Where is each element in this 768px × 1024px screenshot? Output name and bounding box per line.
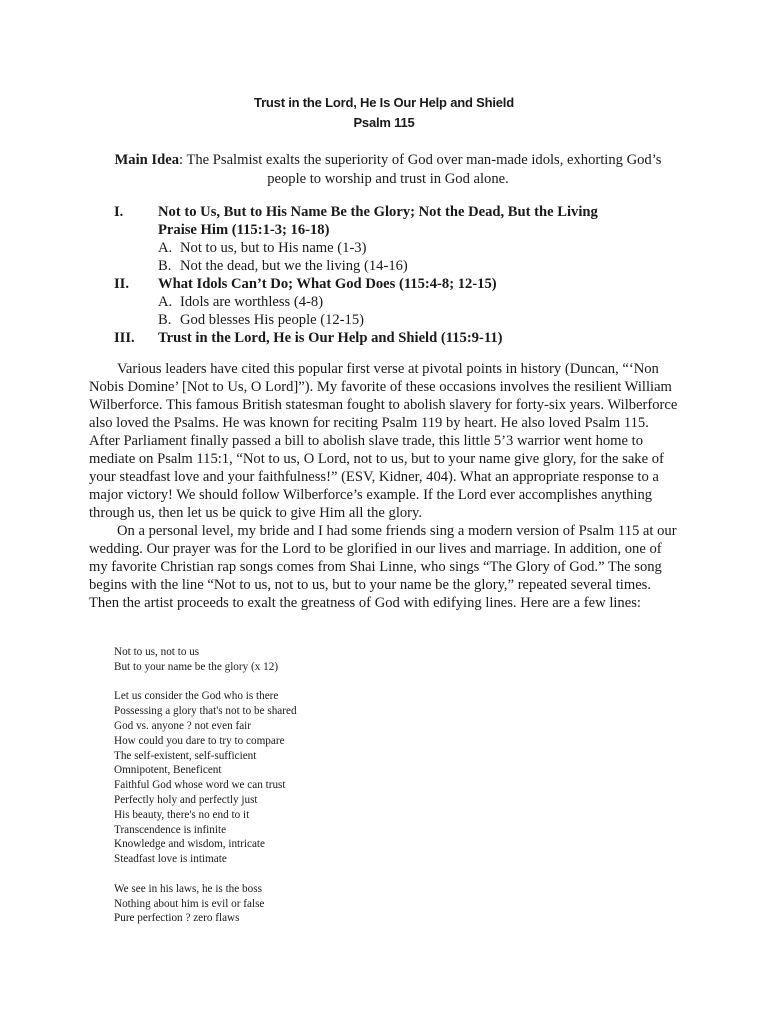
outline-number: I.: [114, 204, 124, 220]
outline-point-2: [0, 275, 768, 293]
outline-heading: What Idols Can’t Do; What God Does (115:4-8; 12-15): [158, 276, 497, 292]
lyric-line: His beauty, there's no end to it: [114, 808, 250, 821]
outline-number: II.: [114, 276, 130, 292]
body-text: [89, 360, 679, 612]
main-idea-label: Main Idea: [114, 152, 179, 168]
subpoint-text: God blesses His people (12-15): [180, 312, 365, 328]
lyric-line: Faithful God whose word we can trust: [114, 779, 286, 792]
lyric-line: Omnipotent, Beneficent: [114, 764, 222, 777]
outline-heading: Not to Us, But to His Name Be the Glory; Not the Dead, But the Living: [158, 204, 598, 220]
subpoint-letter: B.: [158, 258, 172, 274]
lyric-line: We see in his laws, he is the boss: [114, 882, 262, 895]
paragraph: On a personal level, my bride and I had some friends sing a modern version of Psalm 115 at our wedding. Our prayer was for the Lord to be glorified in our lives and marriage. In addition, one of my favorite Christian rap songs comes from Shai Linne, who sings “The Glory of God.” The song begins with the line “Not to us, not to us, but to your name be the glory,” repeated several times. Then the artist proceeds to exalt the greatness of God with edifying lines. Here are a few lines:: [89, 523, 677, 611]
subpoint-text: Not the dead, but we the living (14-16): [180, 258, 408, 274]
lyric-line: Not to us, not to us: [114, 646, 200, 658]
outline-point-1: [0, 203, 768, 221]
main-idea-text: : The Psalmist exalts the superiority of God over man-made idols, exhorting God’s people to worship and trust in God alone.: [179, 152, 662, 187]
outline-heading-continued: [0, 221, 768, 239]
outline-point-3: [0, 329, 768, 347]
document-title: Trust in the Lord, He Is Our Help and Shield: [254, 95, 514, 110]
outline-subpoint: [0, 311, 768, 329]
lyrics-stanza: [114, 689, 297, 867]
subpoint-letter: A.: [158, 294, 173, 310]
subpoint-text: Idols are worthless (4-8): [180, 294, 324, 310]
lyric-line: How could you dare to try to compare: [114, 734, 285, 747]
lyric-line: Knowledge and wisdom, intricate: [114, 838, 265, 851]
subpoint-letter: A.: [158, 240, 173, 256]
lyric-line: The self-existent, self-sufficient: [114, 749, 257, 762]
lyric-line: Possessing a glory that's not to be shared: [114, 705, 297, 718]
lyric-line: God vs. anyone ? not even fair: [114, 719, 252, 732]
outline-subpoint: [0, 257, 768, 275]
outline-heading: Trust in the Lord, He is Our Help and Shield (115:9-11): [158, 330, 503, 346]
lyric-line: Let us consider the God who is there: [114, 690, 279, 703]
lyrics-stanza: [114, 645, 297, 675]
outline-number: III.: [114, 330, 135, 346]
subpoint-text: Not to us, but to His name (1-3): [180, 240, 367, 256]
sermon-outline: [0, 203, 768, 347]
main-idea: [96, 151, 680, 189]
paragraph: Various leaders have cited this popular first verse at pivotal points in history (Duncan, “‘Non Nobis Domine’ [Not to Us, O Lord]”). My favorite of these occasions involves the resilient William Wilberforce. This famous British statesman fought to abolish slavery for forty-six years. Wilberforce also loved the Psalms. He was known for reciting Psalm 119 by heart. He also loved Psalm 115. After Parliament finally passed a bill to abolish slave trade, this little 5’3 warrior went home to mediate on Psalm 115:1, “Not to us, O Lord, not to us, but to your name give glory, for the sake of your steadfast love and your faithfulness!” (ESV, Kidner, 404). What an appropriate response to a major victory! We should follow Wilberforce’s example. If the Lord ever accomplishes anything through us, then let us be quick to give Him all the glory.: [89, 361, 678, 521]
lyric-line: Steadfast love is intimate: [114, 853, 227, 866]
song-lyrics: [114, 645, 297, 941]
lyric-line: Transcendence is infinite: [114, 823, 227, 836]
document-subtitle: Psalm 115: [353, 115, 415, 130]
outline-heading: Praise Him (115:1-3; 16-18): [158, 222, 330, 238]
lyric-line: Nothing about him is evil or false: [114, 897, 265, 910]
lyric-line: Pure perfection ? zero flaws: [114, 912, 240, 925]
lyrics-stanza: [114, 882, 297, 926]
lyric-line: Perfectly holy and perfectly just: [114, 793, 258, 806]
outline-subpoint: [0, 239, 768, 257]
lyric-line: But to your name be the glory (x 12): [114, 660, 279, 673]
outline-subpoint: [0, 293, 768, 311]
subpoint-letter: B.: [158, 312, 172, 328]
